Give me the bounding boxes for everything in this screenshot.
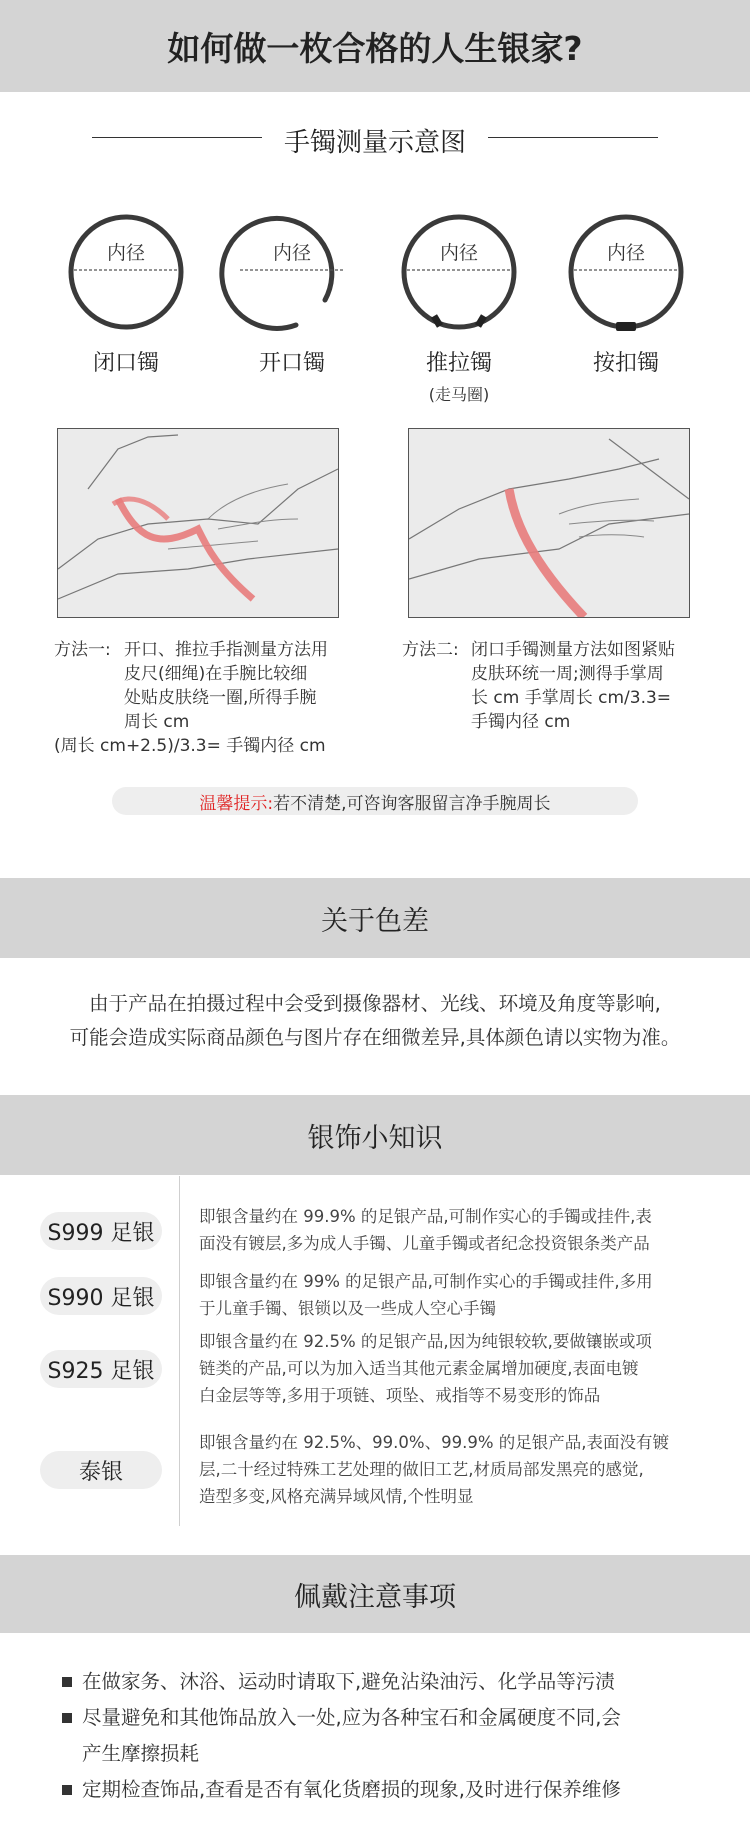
knowledge-s990-line-2: 于儿童手镯、银锁以及一些成人空心手镯 [199, 1299, 496, 1318]
tag-s999: S999 足银 [40, 1212, 162, 1250]
illustration-method-2 [408, 428, 690, 618]
section-title-measure: 手镯测量示意图 [283, 128, 466, 158]
wear-item-3 [82, 1772, 722, 1808]
knowledge-thai-line-2: 层,二十经过特殊工艺处理的做旧工艺,材质局部发黑亮的感觉, [199, 1460, 644, 1479]
wear-item-2-line-2: 产生摩擦损耗 [82, 1742, 200, 1765]
wear-item-1-line-1: 在做家务、沐浴、运动时请取下,避免沾染油污、化学品等污渍 [82, 1670, 615, 1693]
ring-open [222, 218, 344, 328]
method-1-line-4: 周长 cm [124, 712, 190, 732]
title-rule-left [92, 137, 262, 138]
hand-wrist-sketch [58, 429, 338, 617]
bullet-square-icon [62, 1785, 72, 1795]
method-2-line-2: 皮肤环统一周;测得手掌周 [471, 664, 664, 684]
ring-label-push-pull: 推拉镯 [425, 351, 492, 376]
page-title: 如何做一枚合格的人生银家? [167, 28, 583, 68]
method-2-line-4: 手镯内径 cm [471, 712, 571, 732]
illustration-method-1 [57, 428, 339, 618]
ring-push-pull [404, 217, 514, 327]
knowledge-thai-line-3: 造型多变,风格充满异域风情,个性明显 [199, 1487, 474, 1506]
ring-inner-label-3: 内径 [439, 242, 478, 264]
tag-thai-silver: 泰银 [40, 1451, 162, 1489]
tag-s925: S925 足银 [40, 1350, 162, 1388]
method-1-line-1: 开口、推拉手指测量方法用 [124, 640, 328, 660]
method-2-line-3: 长 cm 手掌周长 cm/3.3= [471, 688, 672, 708]
wear-title: 佩戴注意事项 [294, 1581, 456, 1613]
ring-label-closed: 闭口镯 [92, 351, 159, 376]
method-1-formula: (周长 cm+2.5)/3.3= 手镯内径 cm [54, 736, 326, 756]
ring-sub-push-pull: (走马圈) [428, 385, 490, 404]
color-diff-band [0, 878, 750, 958]
method-1-line-3: 处贴皮肤绕一圈,所得手腕 [124, 688, 317, 708]
knowledge-s925-line-2: 链类的产品,可以为加入适当其他元素金属增加硬度,表面电镀 [199, 1359, 639, 1378]
ring-diagrams [0, 200, 750, 350]
ring-inner-label-2: 内径 [272, 242, 311, 264]
wear-item-1 [82, 1664, 722, 1700]
bullet-square-icon [62, 1713, 72, 1723]
tip-text: 若不清楚,可咨询客服留言净手腕周长 [273, 793, 551, 814]
knowledge-band [0, 1095, 750, 1175]
knowledge-thai-text [199, 1429, 719, 1510]
knowledge-s999-line-1: 即银含量约在 99.9% 的足银产品,可制作实心的手镯或挂件,表 [199, 1207, 652, 1226]
bullet-square-icon [62, 1677, 72, 1687]
color-diff-title: 关于色差 [321, 905, 429, 937]
ring-inner-label-1: 内径 [106, 242, 145, 264]
ring-inner-label-4: 内径 [606, 242, 645, 264]
header-band [0, 0, 750, 92]
wear-item-2-line-1: 尽量避免和其他饰品放入一处,应为各种宝石和金属硬度不同,会 [82, 1706, 621, 1729]
knowledge-s990-text [199, 1268, 719, 1322]
knowledge-thai-line-1: 即银含量约在 92.5%、99.0%、99.9% 的足银产品,表面没有镀 [199, 1433, 669, 1452]
knowledge-s925-line-3: 白金层等等,多用于项链、项坠、戒指等不易变形的饰品 [199, 1386, 601, 1405]
color-diff-line-2: 可能会造成实际商品颜色与图片存在细微差异,具体颜色请以实物为准。 [69, 1026, 681, 1049]
method-2-label: 方法二: [402, 640, 459, 660]
ring-label-clasp: 按扣镯 [592, 351, 659, 376]
ring-clasp [571, 217, 681, 331]
knowledge-divider [179, 1176, 180, 1526]
ring-label-open: 开口镯 [258, 351, 325, 376]
ring-closed [71, 217, 181, 327]
knowledge-s999-text [199, 1203, 719, 1257]
knowledge-s925-line-1: 即银含量约在 92.5% 的足银产品,因为纯银较软,要做镶嵌或项 [199, 1332, 652, 1351]
knowledge-title: 银饰小知识 [307, 1122, 443, 1154]
color-diff-line-1: 由于产品在拍摄过程中会受到摄像器材、光线、环境及角度等影响, [89, 992, 661, 1015]
knowledge-s999-line-2: 面没有镀层,多为成人手镯、儿童手镯或者纪念投资银条类产品 [199, 1234, 650, 1253]
method-1-label: 方法一: [54, 640, 111, 660]
method-2-line-1: 闭口手镯测量方法如图紧贴 [471, 640, 675, 660]
wear-band [0, 1555, 750, 1633]
tip-pill [112, 787, 638, 815]
tag-s990: S990 足银 [40, 1277, 162, 1315]
wear-item-2 [82, 1700, 722, 1772]
tip-label: 温馨提示: [199, 793, 274, 814]
knowledge-s925-text [199, 1328, 719, 1409]
knowledge-s990-line-1: 即银含量约在 99% 的足银产品,可制作实心的手镯或挂件,多用 [199, 1272, 653, 1291]
method-1-line-2: 皮尺(细绳)在手腕比较细 [124, 664, 308, 684]
wear-item-3-line-1: 定期检查饰品,查看是否有氧化货磨损的现象,及时进行保养维修 [82, 1778, 621, 1801]
palm-measure-sketch [409, 429, 689, 617]
title-rule-right [488, 137, 658, 138]
